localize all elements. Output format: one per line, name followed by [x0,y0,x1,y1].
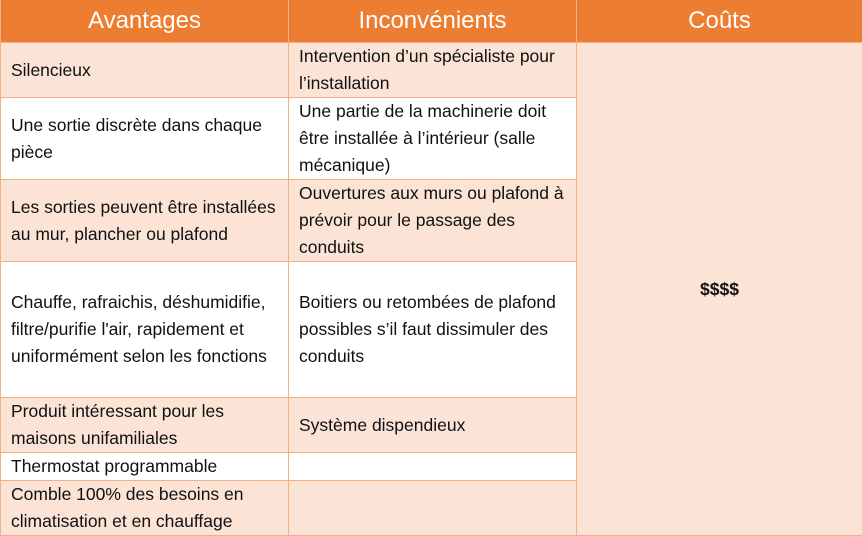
cost-cell: $$$$ [577,43,862,536]
disadvantage-cell [289,481,577,536]
header-disadvantages: Inconvénients [289,0,577,43]
advantage-cell: Produit intéressant pour les maisons unifamiliales [1,398,289,453]
disadvantage-cell: Boitiers ou retombées de plafond possibles s’il faut dissimuler des conduits [289,262,577,398]
header-costs: Coûts [577,0,862,43]
table-row [1,43,862,98]
advantage-cell: Une sortie discrète dans chaque pièce [1,98,289,180]
advantage-cell: Comble 100% des besoins en climatisation et en chauffage [1,481,289,536]
advantage-cell: Les sorties peuvent être installées au mur, plancher ou plafond [1,180,289,262]
advantage-cell: Thermostat programmable [1,453,289,481]
advantage-cell: Chauffe, rafraichis, déshumidifie, filtre/purifie l'air, rapidement et uniformément selon les fonctions [1,262,289,398]
disadvantage-cell: Intervention d’un spécialiste pour l’installation [289,43,577,98]
disadvantage-cell: Système dispendieux [289,398,577,453]
disadvantage-cell [289,453,577,481]
header-advantages: Avantages [1,0,289,43]
disadvantage-cell: Ouvertures aux murs ou plafond à prévoir pour le passage des conduits [289,180,577,262]
advantage-cell: Silencieux [1,43,289,98]
disadvantage-cell: Une partie de la machinerie doit être installée à l’intérieur (salle mécanique) [289,98,577,180]
header-row [1,0,862,43]
